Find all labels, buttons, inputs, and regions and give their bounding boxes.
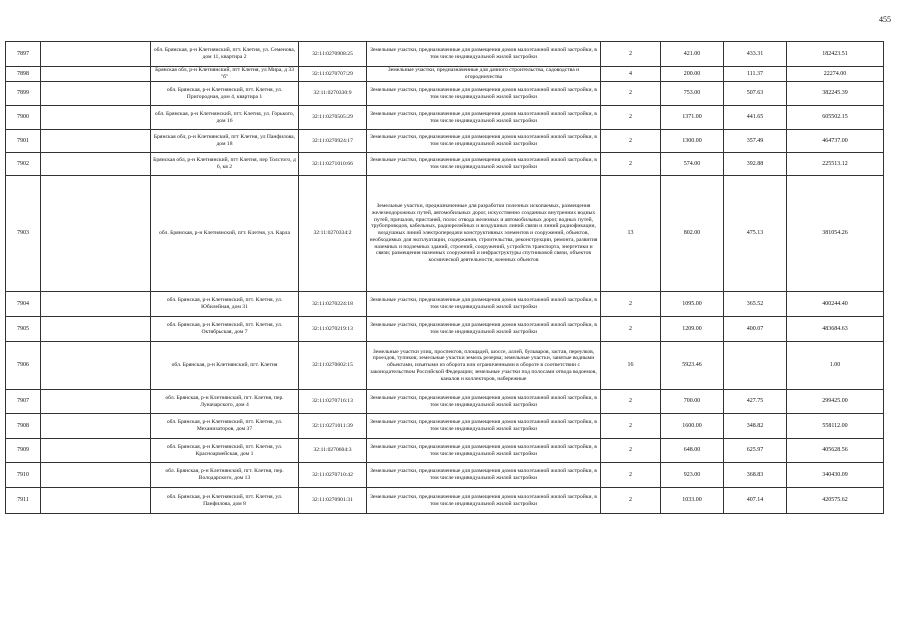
table-row [6,414,884,439]
blank-cell [41,42,151,67]
land-use-group: 2 [601,414,661,439]
table-row [6,82,884,106]
land-use-purpose: Земельные участки, предназначенные для размещения домов малоэтажной жилой застройки, в том числе индивидуальной жилой застройки [367,463,601,488]
land-use-group: 13 [601,176,661,292]
cadastral-registry-table [5,41,884,514]
row-number: 7901 [6,130,41,153]
blank-cell [41,106,151,130]
land-use-purpose: Земельные участки улиц, проспектов, площадей, шоссе, аллей, бульваров, застав, переулков, проездов, тупиков; земельные участки земель резерва; земельные участки, занятые водными объектами, изъятыми из оборота или ограниченными в обороте в соответствии с законодательством Российской Федерации; земельные участки под полосами отвода водоемов, каналов и коллекторов, набережные [367,342,601,390]
address-cell: обл. Брянская, р-н Клетнянский, пгт. Клетня, пер. Володарского, дом 13 [151,463,299,488]
address-cell: обл. Брянская, р-н Клетнянский, пгт. Клетня, ул. Горького, дом 16 [151,106,299,130]
blank-cell [41,390,151,414]
address-cell: обл. Брянская, р-н Клетнянский, пгт. Клетня, ул. Красноармейская, дом 1 [151,439,299,463]
address-cell: обл. Брянская, р-н Клетнянский, пгт. Клетня, ул. Октябрьская, дом 7 [151,317,299,342]
cadastral-value: 381054.26 [787,176,884,292]
land-use-group: 2 [601,463,661,488]
cadastral-number: 32:11:0270219:13 [299,317,367,342]
blank-cell [41,414,151,439]
address-cell: обл. Брянская, р-н Клетнянский, пгт. Клетня, ул. Юбилейная, дом 31 [151,292,299,317]
table-row [6,176,884,292]
row-number: 7897 [6,42,41,67]
land-area: 923.00 [661,463,724,488]
specific-cadastral-value: 433.31 [724,42,787,67]
cadastral-number: 32:11:0270604:3 [299,439,367,463]
cadastral-value: 464737.00 [787,130,884,153]
cadastral-value: 605502.15 [787,106,884,130]
row-number: 7911 [6,488,41,514]
row-number: 7905 [6,317,41,342]
land-use-purpose: Земельные участки, предназначенные для размещения домов малоэтажной жилой застройки, в том числе индивидуальной жилой застройки [367,153,601,176]
land-use-purpose: Земельные участки, предназначенные для размещения домов малоэтажной жилой застройки, в том числе индивидуальной жилой застройки [367,414,601,439]
address-cell: обл. Брянская, р-н Клетнянский, пгт. Клетня [151,342,299,390]
land-area: 1095.00 [661,292,724,317]
land-area: 1033.00 [661,488,724,514]
blank-cell [41,67,151,82]
cadastral-value: 558112.00 [787,414,884,439]
land-area: 1371.00 [661,106,724,130]
land-use-group: 2 [601,439,661,463]
land-area: 700.00 [661,390,724,414]
blank-cell [41,439,151,463]
land-use-group: 2 [601,488,661,514]
cadastral-number: 32:11:0270505:29 [299,106,367,130]
specific-cadastral-value: 348.82 [724,414,787,439]
cadastral-value: 22274.00 [787,67,884,82]
blank-cell [41,317,151,342]
table-row [6,488,884,514]
address-cell: обл. Брянская, р-н Клетнянский, пгт. Клетня, ул. Карла [151,176,299,292]
blank-cell [41,176,151,292]
cadastral-number: 32:11:0271011:39 [299,414,367,439]
land-area: 574.00 [661,153,724,176]
land-area: 648.00 [661,439,724,463]
land-use-group: 2 [601,390,661,414]
table-row [6,439,884,463]
page-number: 455 [879,15,891,24]
row-number: 7910 [6,463,41,488]
address-cell: Брянская обл, р-н Клетнянский, пгт Клетня, пер Толстого, д 6, кв 2 [151,153,299,176]
table-row [6,342,884,390]
land-use-purpose: Земельные участки, предназначенные для размещения домов малоэтажной жилой застройки, в том числе индивидуальной жилой застройки [367,439,601,463]
row-number: 7898 [6,67,41,82]
specific-cadastral-value: 365.52 [724,292,787,317]
table-row [6,67,884,82]
blank-cell [41,82,151,106]
specific-cadastral-value: 392.88 [724,153,787,176]
cadastral-value: 400244.40 [787,292,884,317]
address-cell: обл. Брянская, р-н Клетнянский, пгт. Клетня, ул. Семенова, дом 11, квартира 2 [151,42,299,67]
cadastral-number: 32:11:0270716:13 [299,390,367,414]
land-area: 200.00 [661,67,724,82]
land-use-group: 16 [601,342,661,390]
land-use-group: 2 [601,153,661,176]
cadastral-number: 32:11:0270710:42 [299,463,367,488]
specific-cadastral-value: 111.37 [724,67,787,82]
address-cell: Брянская обл, р-н Клетнянский, пгт Клетня, ул Мира, д 33 "б" [151,67,299,82]
specific-cadastral-value: 427.75 [724,390,787,414]
row-number: 7907 [6,390,41,414]
cadastral-number: 32:11:0270707:29 [299,67,367,82]
address-cell: Брянская обл, р-н Клетнянский, пгт Клетня, ул Панфилова, дом 18 [151,130,299,153]
cadastral-number: 32:11:0270330:9 [299,82,367,106]
cadastral-number: 32:11:0270334:2 [299,176,367,292]
address-cell: обл. Брянская, р-н Клетнянский, пгт. Клетня, ул. Пригородная, дом 4, квартира 1 [151,82,299,106]
blank-cell [41,488,151,514]
land-use-purpose: Земельные участки, предназначенные для разработки полезных ископаемых, размещения железнодорожных путей, автомобильных дорог, искусственно созданных внутренних водных путей, причалов, пристаней, полос отвода железных и автомобильных дорог, водных путей, трубопроводов, кабельных, радиорелейных и воздушных линий связи и линий радиофикации, воздушных линий электропередачи конструктивных элементов и сооружений, объектов, необходимых для эксплуатации, содержания, строительства, реконструкции, ремонта, развития наземных и подземных зданий, строений, сооружений, устройств транспорта, энергетики и связи; размещения наземных сооружений и инфраструктуры спутниковой связи, объектов космической деятельности, военных объектов [367,176,601,292]
table-row [6,292,884,317]
cadastral-value: 420575.62 [787,488,884,514]
table-row [6,130,884,153]
cadastral-number: 32:11:0271010:66 [299,153,367,176]
land-area: 1300.00 [661,130,724,153]
cadastral-value: 299425.00 [787,390,884,414]
address-cell: обл. Брянская, р-н Клетнянский, пгт. Клетня, ул. Панфилова, дом 8 [151,488,299,514]
cadastral-value: 382245.39 [787,82,884,106]
table-row [6,390,884,414]
blank-cell [41,153,151,176]
row-number: 7908 [6,414,41,439]
land-area: 1209.00 [661,317,724,342]
land-use-purpose: Земельные участки, предназначенные для размещения домов малоэтажной жилой застройки, в том числе индивидуальной жилой застройки [367,292,601,317]
blank-cell [41,342,151,390]
specific-cadastral-value: 407.14 [724,488,787,514]
table-row [6,106,884,130]
specific-cadastral-value: 357.49 [724,130,787,153]
land-use-group: 2 [601,317,661,342]
land-use-group: 4 [601,67,661,82]
land-area: 802.00 [661,176,724,292]
address-cell: обл. Брянская, р-н Клетнянский, пгт. Клетня, пер. Луначарского, дом 4 [151,390,299,414]
row-number: 7909 [6,439,41,463]
cadastral-value: 483684.63 [787,317,884,342]
specific-cadastral-value: 475.13 [724,176,787,292]
row-number: 7900 [6,106,41,130]
row-number: 7903 [6,176,41,292]
table-row [6,153,884,176]
land-use-group: 2 [601,42,661,67]
specific-cadastral-value [724,342,787,390]
land-use-group: 2 [601,106,661,130]
cadastral-number: 32:11:0270224:18 [299,292,367,317]
land-area: 753.00 [661,82,724,106]
specific-cadastral-value: 441.65 [724,106,787,130]
row-number: 7904 [6,292,41,317]
land-use-purpose: Земельные участки, предназначенные для размещения домов малоэтажной жилой застройки, в том числе индивидуальной жилой застройки [367,42,601,67]
cadastral-value: 225513.12 [787,153,884,176]
land-area: 421.00 [661,42,724,67]
land-use-purpose: Земельные участки, предназначенные для размещения домов малоэтажной жилой застройки, в том числе индивидуальной жилой застройки [367,130,601,153]
table-row [6,463,884,488]
specific-cadastral-value: 507.63 [724,82,787,106]
cadastral-number: 32:11:0270908:25 [299,42,367,67]
row-number: 7899 [6,82,41,106]
blank-cell [41,130,151,153]
land-area: 1600.00 [661,414,724,439]
blank-cell [41,292,151,317]
specific-cadastral-value: 368.83 [724,463,787,488]
cadastral-number: 32:11:0270901:31 [299,488,367,514]
land-use-purpose: Земельные участки, предназначенные для размещения домов малоэтажной жилой застройки, в том числе индивидуальной жилой застройки [367,317,601,342]
cadastral-value: 405628.56 [787,439,884,463]
specific-cadastral-value: 400.07 [724,317,787,342]
land-use-purpose: Земельные участки, предназначенные для размещения домов малоэтажной жилой застройки, в том числе индивидуальной жилой застройки [367,488,601,514]
specific-cadastral-value: 625.97 [724,439,787,463]
cadastral-value: 1.00 [787,342,884,390]
address-cell: обл. Брянская, р-н Клетнянский, пгт. Клетня, ул. Механизаторов, дом 37 [151,414,299,439]
land-area: 5923.46 [661,342,724,390]
table-row [6,317,884,342]
land-use-group: 2 [601,82,661,106]
row-number: 7902 [6,153,41,176]
cadastral-number: 32:11:0270602:15 [299,342,367,390]
table-row [6,42,884,67]
land-use-purpose: Земельные участки, предназначенные для размещения домов малоэтажной жилой застройки, в том числе индивидуальной жилой застройки [367,106,601,130]
row-number: 7906 [6,342,41,390]
land-use-purpose: Земельные участки, предназначенные для дачного строительства, садоводства и огородничества [367,67,601,82]
cadastral-value: 340430.09 [787,463,884,488]
land-use-group: 2 [601,292,661,317]
land-use-group: 2 [601,130,661,153]
land-use-purpose: Земельные участки, предназначенные для размещения домов малоэтажной жилой застройки, в том числе индивидуальной жилой застройки [367,82,601,106]
cadastral-value: 182423.51 [787,42,884,67]
blank-cell [41,463,151,488]
land-use-purpose: Земельные участки, предназначенные для размещения домов малоэтажной жилой застройки, в том числе индивидуальной жилой застройки [367,390,601,414]
cadastral-number: 32:11:0270924:17 [299,130,367,153]
